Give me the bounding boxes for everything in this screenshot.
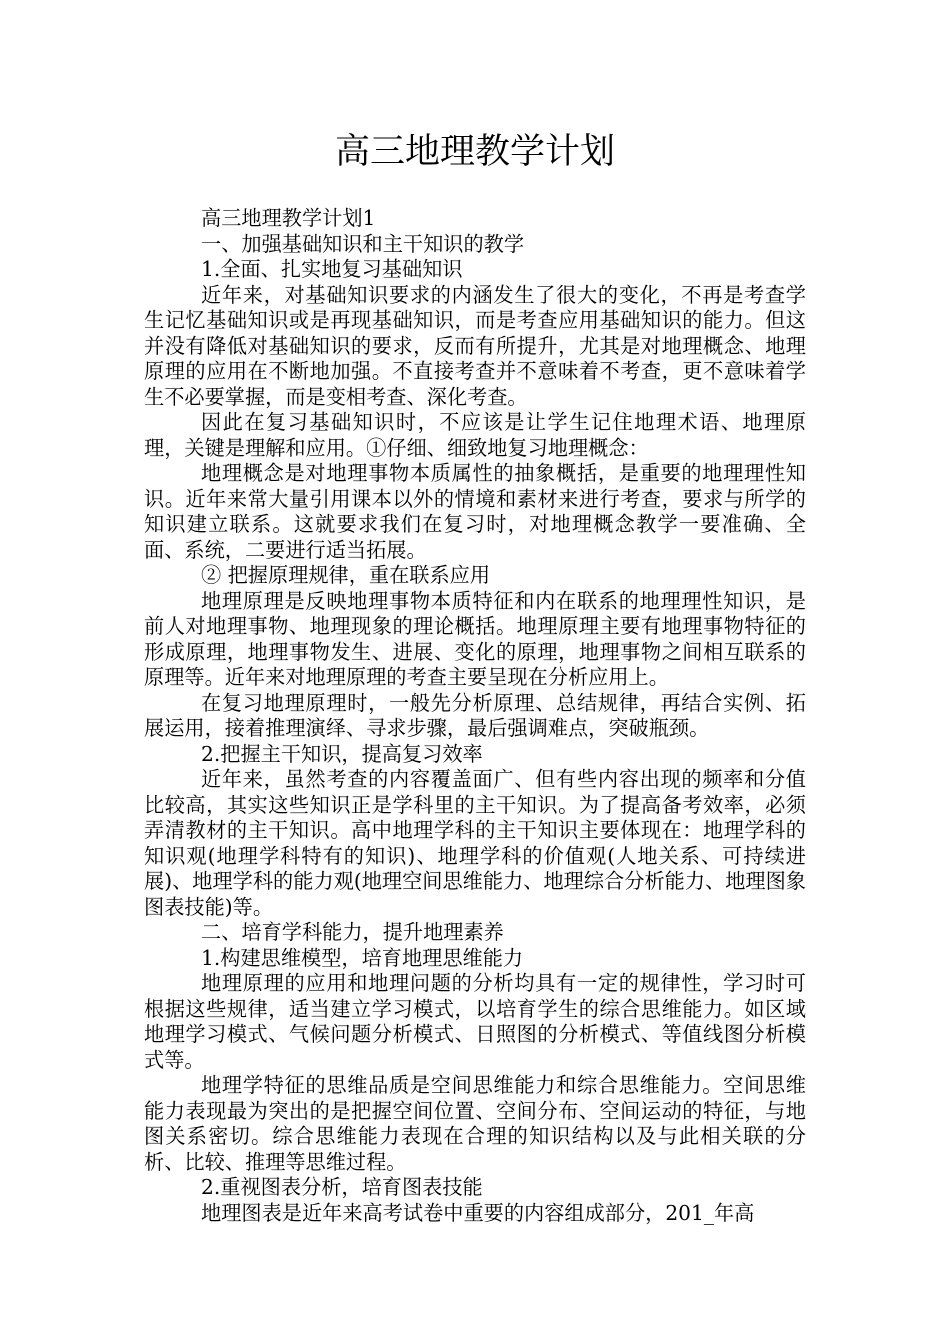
paragraph: 地理图表是近年来高考试卷中重要的内容组成部分，201_年高: [201, 1200, 755, 1225]
paragraph: 近年来，虽然考查的内容覆盖面广、但有些内容出现的频率和分值比较高，其实这些知识正是学科里的主干知识。为了提高备考效率，必须弄清教材的主干知识。高中地理学科的主干知识主要体现在：地理学科的知识观(地理学科特有的知识)、地理学科的价值观(人地关系、可持续进展)、地理学科的能力观(地理空间思维能力、地理综合分析能力、地理图象图表技能)等。: [144, 767, 806, 919]
subsection-heading: 1.全面、扎实地复习基础知识: [201, 257, 463, 281]
subsection-heading: 1.构建思维模型，培育地理思维能力: [201, 945, 524, 970]
document-body: [144, 206, 806, 1226]
paragraph: 地理原理的应用和地理问题的分析均具有一定的规律性，学习时可根据这些规律，适当建立学习模式，以培育学生的综合思维能力。如区域地理学习模式、气候问题分析模式、日照图的分析模式、等值线图分析模式等。: [144, 971, 806, 1072]
subsection-heading: ② 把握原理规律，重在联系应用: [201, 563, 491, 587]
subsection-heading: 2.把握主干知识，提高复习效率: [201, 741, 483, 766]
paragraph: 地理学特征的思维品质是空间思维能力和综合思维能力。空间思维能力表现最为突出的是把握空间位置、空间分布、空间运动的特征，与地图关系密切。综合思维能力表现在合理的知识结构以及与此相关联的分析、比较、推理等思维过程。: [144, 1073, 806, 1174]
paragraph: 地理概念是对地理事物本质属性的抽象概括，是重要的地理理性知识。近年来常大量引用课本以外的情境和素材来进行考查，要求与所学的知识建立联系。这就要求我们在复习时，对地理概念教学一要准确、全面、系统，二要进行适当拓展。: [144, 461, 806, 562]
paragraph: 在复习地理原理时，一般先分析原理、总结规律，再结合实例、拓展运用，接着推理演绎、寻求步骤，最后强调难点，突破瓶颈。: [144, 690, 806, 740]
paragraph: 近年来，对基础知识要求的内涵发生了很大的变化，不再是考查学生记忆基础知识或是再现基础知识，而是考查应用基础知识的能力。但这并没有降低对基础知识的要求，反而有所提升，尤其是对地理概念、地理原理的应用在不断地加强。不直接考查并不意味着不考查，更不意味着学生不必要掌握，而是变相考查、深化考查。: [144, 282, 806, 409]
paragraph: 高三地理教学计划1: [201, 206, 376, 230]
subsection-heading: 2.重视图表分析，培育图表技能: [201, 1175, 483, 1199]
section-heading: 一、加强基础知识和主干知识的教学: [201, 231, 525, 256]
paragraph: 地理原理是反映地理事物本质特征和内在联系的地理理性知识，是前人对地理事物、地理现象的理论概括。地理原理主要有地理事物特征的形成原理，地理事物发生、进展、变化的原理，地理事物之间相互联系的原理等。近年来对地理原理的考查主要呈现在分析应用上。: [144, 588, 806, 689]
section-heading: 二、培育学科能力，提升地理素养: [201, 920, 504, 944]
document-title: 高三地理教学计划: [334, 132, 615, 172]
paragraph: 因此在复习基础知识时，不应该是让学生记住地理术语、地理原理，关键是理解和应用。①仔细、细致地复习地理概念：: [144, 410, 806, 460]
